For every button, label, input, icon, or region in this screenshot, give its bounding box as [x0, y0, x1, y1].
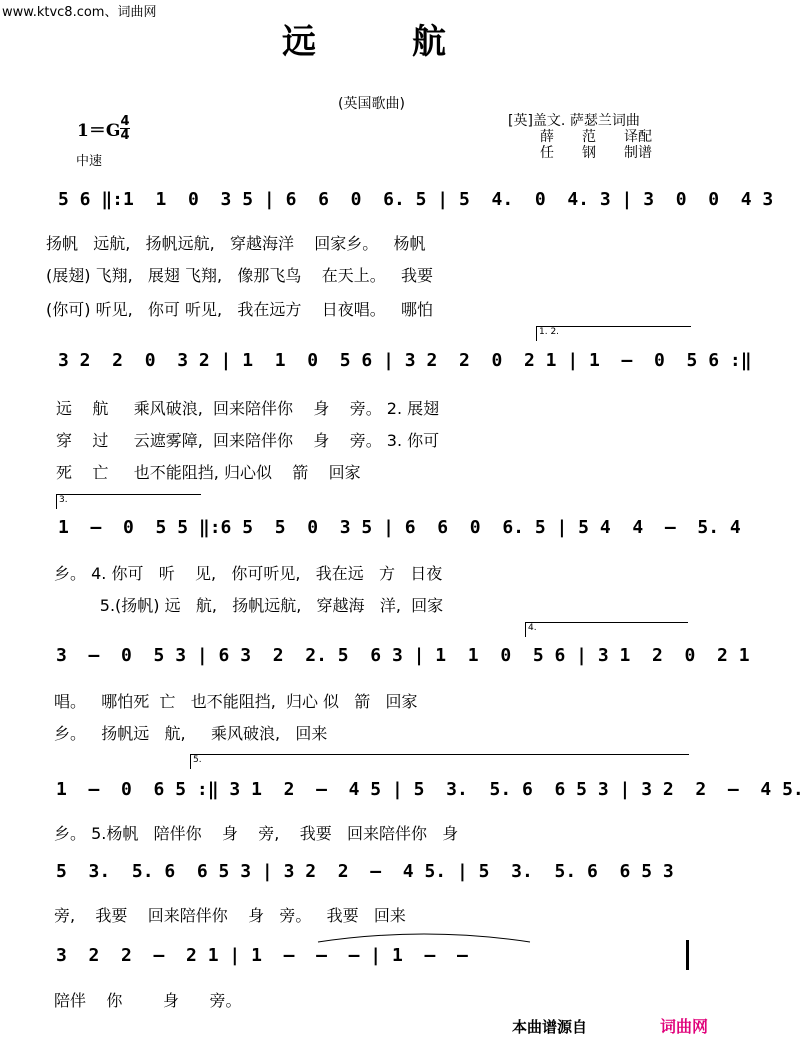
lyric-line: 远 航 乘风破浪, 回来陪伴你 身 旁。 2. 展翅 — [56, 399, 440, 418]
lyric-line: 唱。 哪怕死 亡 也不能阻挡, 归心 似 箭 回家 — [54, 692, 418, 711]
lyric-line: 5.(扬帆) 远 航, 扬帆远航, 穿越海 洋, 回家 — [54, 596, 444, 615]
key-signature: 1＝G — [77, 121, 121, 141]
volta-bracket: 4. — [525, 622, 688, 637]
site-url: www.ktvc8.com、词曲网 — [2, 5, 157, 20]
time-signature — [120, 116, 130, 141]
song-origin: (英国歌曲) — [338, 96, 405, 112]
notes-row: 3 2 2 0 3 2 | 1 1 0 5 6 | 3 2 2 0 2 1 | 1 – 0 5 6 :‖ — [58, 350, 752, 371]
notes-row: 1 – 0 5 5 ‖:6 5 5 0 3 5 | 6 6 0 6. 5 | 5 4 4 – 5. 4 — [58, 517, 741, 538]
credit-translator: 薛 范 译配 — [540, 129, 652, 145]
final-barline — [686, 940, 689, 970]
lyric-line: 乡。 4. 你可 听 见, 你可听见, 我在远 方 日夜 — [54, 564, 443, 583]
lyric-line: 扬帆 远航, 扬帆远航, 穿越海洋 回家乡。 杨帆 — [46, 234, 426, 253]
lyric-line: (展翅) 飞翔, 展翅 飞翔, 像那飞鸟 在天上。 我要 — [46, 266, 433, 285]
title-char-1: 远 — [282, 22, 316, 62]
lyric-line: 穿 过 云遮雾障, 回来陪伴你 身 旁。 3. 你可 — [56, 431, 440, 450]
notes-row: 5 3. 5. 6 6 5 3 | 3 2 2 – 4 5. | 5 3. 5. 6 6 5 3 — [56, 861, 674, 882]
lyric-line: 乡。 5.杨帆 陪伴你 身 旁, 我要 回来陪伴你 身 — [54, 824, 459, 843]
source-note: 本曲谱源自 — [512, 1018, 588, 1036]
volta-bracket: 3. — [56, 494, 201, 509]
notes-row: 5 6 ‖:1 1 0 3 5 | 6 6 0 6. 5 | 5 4. 0 4. 3 | 3 0 0 4 3 — [58, 189, 774, 210]
lyric-line: 陪伴 你 身 旁。 — [54, 991, 242, 1010]
lyric-line: 死 亡 也不能阻挡, 归心似 箭 回家 — [56, 463, 361, 482]
credit-engraver: 任 钢 制谱 — [540, 145, 652, 161]
song-title — [0, 14, 728, 63]
credit-composer: [英]盖文. 萨瑟兰词曲 — [508, 113, 640, 129]
tempo-marking: 中速 — [76, 154, 103, 169]
lyric-line: 旁, 我要 回来陪伴你 身 旁。 我要 回来 — [54, 906, 406, 925]
lyric-line: (你可) 听见, 你可 听见, 我在远方 日夜唱。 哪怕 — [46, 300, 433, 319]
notes-row: 1 – 0 6 5 :‖ 3 1 2 – 4 5 | 5 3. 5. 6 6 5 3 | 3 2 2 – 4 5. — [56, 779, 804, 800]
volta-bracket: 1. 2. — [536, 326, 691, 341]
notes-row: 3 – 0 5 3 | 6 3 2 2. 5 6 3 | 1 1 0 5 6 | 3 1 2 0 2 1 — [56, 645, 750, 666]
time-top: 4 — [120, 114, 130, 129]
tie-slur — [316, 930, 532, 944]
brand-logo: 词曲网 — [660, 1017, 709, 1036]
lyric-line: 乡。 扬帆远 航, 乘风破浪, 回来 — [54, 724, 328, 743]
time-bottom: 4 — [120, 128, 130, 143]
notes-row: 3 2 2 – 2 1 | 1 – – – | 1 – – — [56, 945, 468, 966]
volta-bracket: 5. — [190, 754, 689, 769]
title-char-2: 航 — [412, 22, 446, 62]
